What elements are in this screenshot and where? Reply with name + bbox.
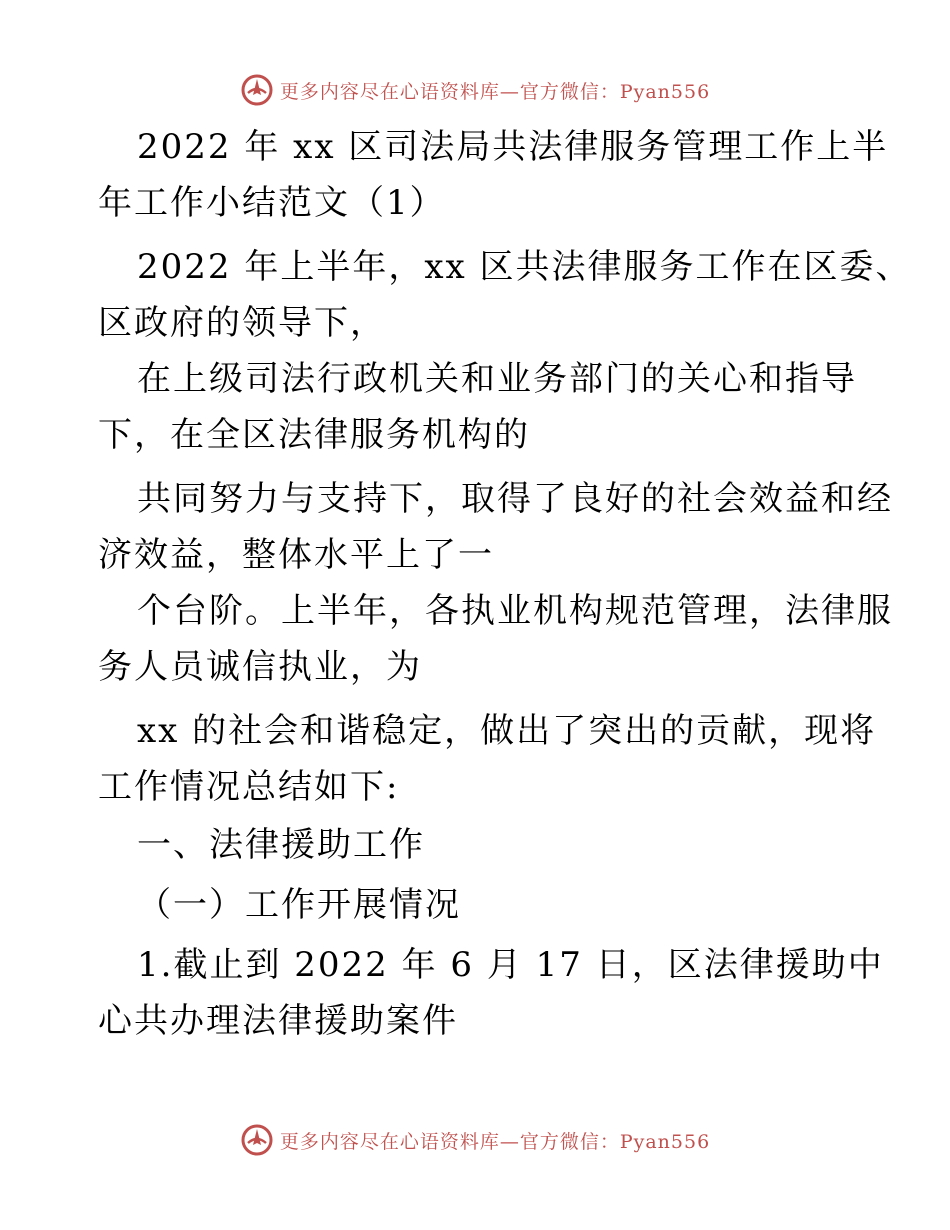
paragraph-line: 济效益，整体水平上了一	[98, 535, 494, 575]
paragraph-line: 个台阶。上半年，各执业机构规范管理，法律服	[137, 591, 893, 631]
footer-banner	[0, 1118, 950, 1162]
header-banner	[0, 68, 950, 112]
paragraph-line: xx 的社会和谐稳定，做出了突出的贡献，现将	[137, 711, 877, 751]
paragraph-line: 在上级司法行政机关和业务部门的关心和指导	[137, 359, 857, 399]
title-line-2: 年工作小结范文（1）	[98, 183, 446, 223]
paragraph-line: 1.截止到 2022 年 6 月 17 日，区法律援助中	[137, 945, 884, 985]
footer-banner-text: 更多内容尽在心语资料库—官方微信：Pyan556	[279, 1130, 711, 1153]
subsection-heading: （一）工作开展情况	[137, 885, 461, 925]
book-pen-icon	[240, 73, 274, 107]
paragraph-line: 心共办理法律援助案件	[98, 1001, 458, 1041]
paragraph-line: 区政府的领导下，	[98, 303, 386, 343]
paragraph-line: 下，在全区法律服务机构的	[98, 415, 530, 455]
paragraph-line: 2022 年上半年，xx 区共法律服务工作在区委、	[137, 247, 912, 287]
paragraph-line: 共同努力与支持下，取得了良好的社会效益和经	[137, 479, 893, 519]
header-banner-text: 更多内容尽在心语资料库—官方微信：Pyan556	[279, 80, 711, 103]
book-pen-icon	[240, 1123, 274, 1157]
section-heading: 一、法律援助工作	[137, 825, 425, 865]
title-line-1: 2022 年 xx 区司法局共法律服务管理工作上半	[137, 127, 889, 167]
paragraph-line: 工作情况总结如下:	[98, 767, 400, 807]
paragraph-line: 务人员诚信执业，为	[98, 647, 422, 687]
